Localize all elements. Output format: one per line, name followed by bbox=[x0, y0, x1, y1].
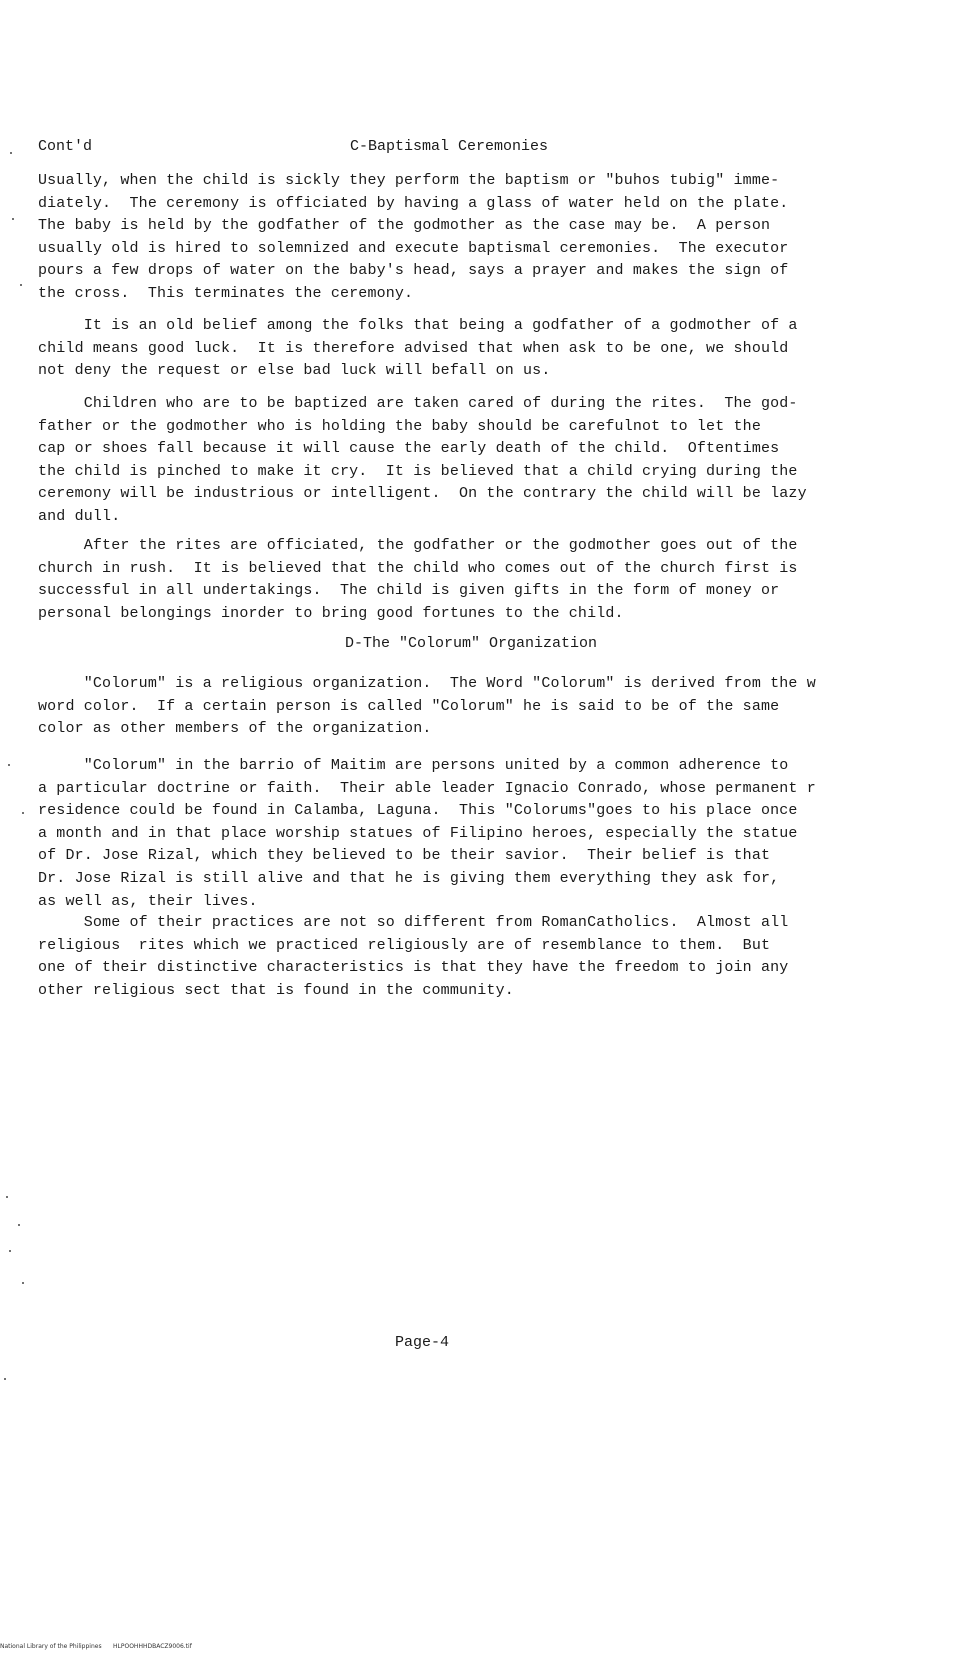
text-line: "Colorum" in the barrio of Maitim are persons united by a common adherence to bbox=[38, 757, 789, 774]
continued-label: Cont'd bbox=[38, 138, 93, 155]
text-line: one of their distinctive characteristics is that they have the freedom to join any bbox=[38, 959, 789, 977]
text-line: cap or shoes fall because it will cause the early death of the child. Oftentimes bbox=[38, 440, 780, 458]
text-line: Some of their practices are not so different from RomanCatholics. Almost all bbox=[38, 914, 789, 931]
page-number: Page-4 bbox=[395, 1334, 450, 1351]
paragraph-3 bbox=[38, 393, 918, 529]
text-line: usually old is hired to solemnized and execute baptismal ceremonies. The executor bbox=[38, 239, 789, 257]
text-line: father or the godmother who is holding the baby should be carefulnot to let the bbox=[38, 417, 761, 435]
scan-speck bbox=[12, 218, 14, 220]
paragraph-4 bbox=[38, 535, 918, 625]
paragraph-7 bbox=[38, 912, 918, 1002]
scan-speck bbox=[20, 284, 22, 286]
text-line: The baby is held by the godfather of the godmother as the case may be. A person bbox=[38, 217, 771, 235]
scan-speck bbox=[22, 812, 24, 814]
scan-speck bbox=[18, 1224, 20, 1226]
text-line: personal belongings inorder to bring good fortunes to the child. bbox=[38, 604, 624, 622]
paragraph-2 bbox=[38, 315, 918, 383]
text-line: It is an old belief among the folks that being a godfather of a godmother of a bbox=[38, 317, 798, 334]
scan-speck bbox=[4, 1378, 6, 1380]
scan-speck bbox=[8, 764, 10, 766]
text-line: and dull. bbox=[38, 507, 121, 525]
text-line: Dr. Jose Rizal is still alive and that he is giving them everything they ask for, bbox=[38, 869, 780, 887]
paragraph-5 bbox=[38, 673, 918, 741]
text-line: residence could be found in Calamba, Laguna. This "Colorums"goes to his place once bbox=[38, 802, 798, 820]
text-line: After the rites are officiated, the godfather or the godmother goes out of the bbox=[38, 537, 798, 554]
text-line: child means good luck. It is therefore advised that when ask to be one, we should bbox=[38, 339, 789, 357]
section-c-title: C-Baptismal Ceremonies bbox=[350, 138, 549, 155]
text-line: other religious sect that is found in the community. bbox=[38, 981, 514, 999]
scan-speck bbox=[10, 152, 12, 154]
text-line: religious rites which we practiced religiously are of resemblance to them. But bbox=[38, 936, 771, 954]
text-line: pours a few drops of water on the baby's head, says a prayer and makes the sign of bbox=[38, 262, 789, 280]
text-line: successful in all undertakings. The child is given gifts in the form of money or bbox=[38, 582, 780, 600]
scan-speck bbox=[9, 1250, 11, 1252]
scan-speck bbox=[6, 1196, 8, 1198]
text-line: ceremony will be industrious or intelligent. On the contrary the child will be lazy bbox=[38, 485, 807, 503]
text-line: not deny the request or else bad luck will befall on us. bbox=[38, 362, 551, 380]
text-line: a particular doctrine or faith. Their able leader Ignacio Conrado, whose permanent r bbox=[38, 779, 816, 797]
paragraph-1 bbox=[38, 170, 918, 306]
section-d-title: D-The "Colorum" Organization bbox=[345, 635, 598, 652]
text-line: the child is pinched to make it cry. It is believed that a child crying during the bbox=[38, 462, 798, 480]
paragraph-6 bbox=[38, 755, 918, 913]
text-line: a month and in that place worship statues of Filipino heroes, especially the statue bbox=[38, 824, 798, 842]
text-line: the cross. This terminates the ceremony. bbox=[38, 284, 414, 302]
text-line: church in rush. It is believed that the child who comes out of the church first is bbox=[38, 559, 798, 577]
text-line: Usually, when the child is sickly they perform the baptism or "buhos tubig" imme- bbox=[38, 172, 780, 189]
scan-speck bbox=[22, 1282, 24, 1284]
text-line: as well as, their lives. bbox=[38, 892, 258, 910]
scan-footer: National Library of the Philippines HLPOOHHHDBACZ9006.tif bbox=[0, 1643, 192, 1650]
text-line: diately. The ceremony is officiated by having a glass of water held on the plate. bbox=[38, 194, 789, 212]
text-line: color as other members of the organization. bbox=[38, 720, 432, 738]
text-line: "Colorum" is a religious organization. The Word "Colorum" is derived from the w bbox=[38, 675, 816, 692]
text-line: of Dr. Jose Rizal, which they believed to be their savior. Their belief is that bbox=[38, 847, 771, 865]
text-line: Children who are to be baptized are taken cared of during the rites. The god- bbox=[38, 395, 798, 412]
text-line: word color. If a certain person is called "Colorum" he is said to be of the same bbox=[38, 697, 780, 715]
